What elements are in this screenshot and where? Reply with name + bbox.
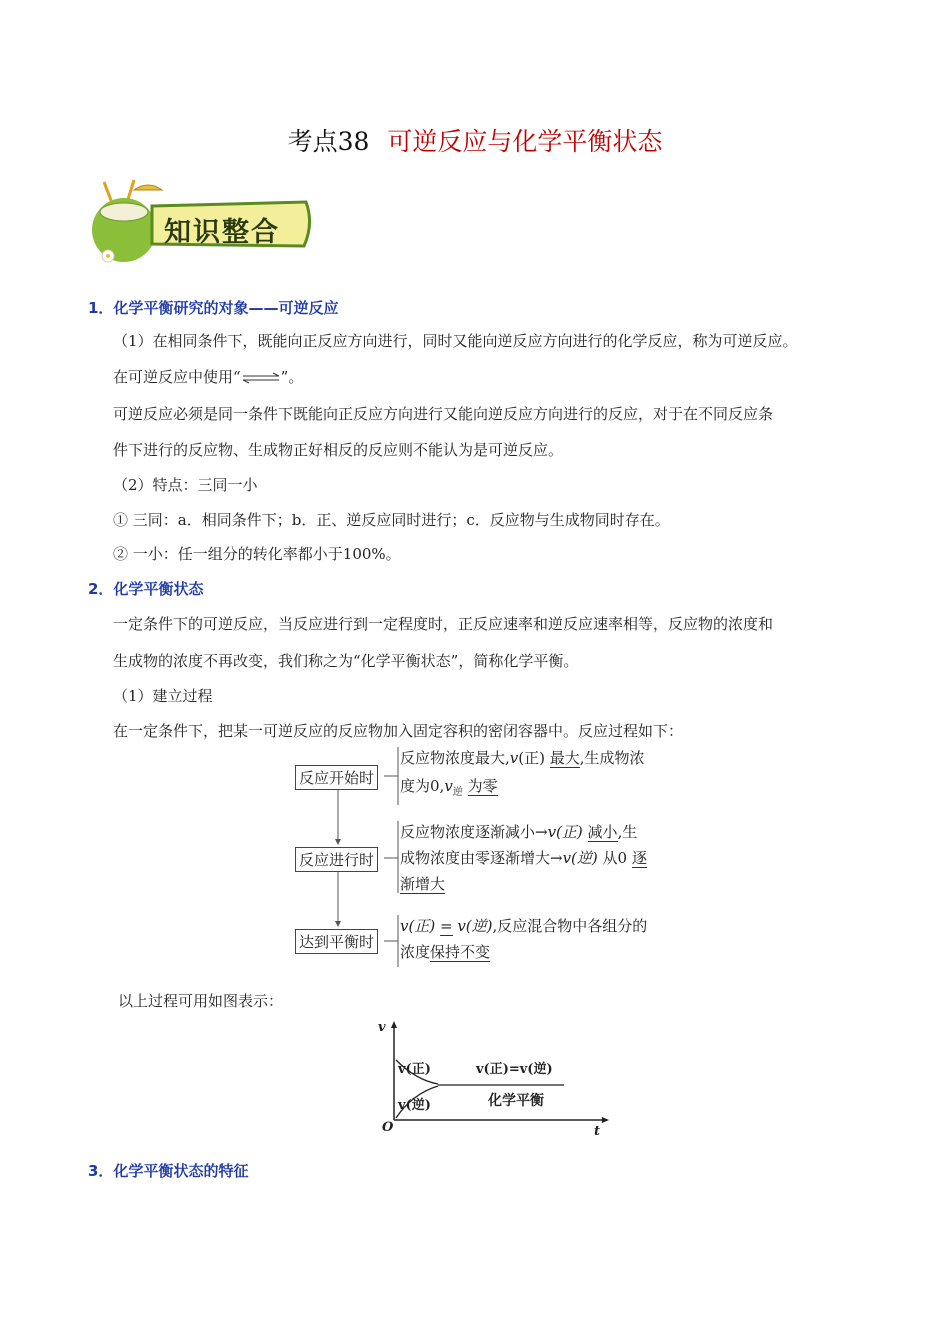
section-heading: 2．化学平衡状态 (88, 580, 204, 598)
paragraph: 以上过程可用如图表示： (118, 992, 284, 1010)
knowledge-badge (86, 178, 316, 268)
stage-start-desc-line1: 反应物浓度最大,v(正) 最大,生成物浓 (400, 749, 645, 767)
process-diagram (290, 745, 690, 975)
page-title (0, 122, 950, 158)
section-heading: 3．化学平衡状态的特征 (88, 1162, 249, 1180)
stage-equilibrium-desc-line1: v(正) = v(逆),反应混合物中各组分的 (400, 917, 648, 935)
stage-start: 反应开始时 (295, 765, 378, 790)
origin-label: O (382, 1120, 394, 1135)
stage-equilibrium: 达到平衡时 (295, 929, 378, 954)
paragraph: （1）建立过程 (113, 687, 213, 705)
graph-curves (372, 1020, 617, 1145)
stage-progress: 反应进行时 (295, 847, 378, 872)
paragraph: 在可逆反应中使用“ ”。 (113, 368, 304, 386)
section-heading: 1．化学平衡研究的对象——可逆反应 (88, 299, 339, 317)
paragraph: 可逆反应必须是同一条件下既能向正反应方向进行又能向逆反应方向进行的反应，对于在不同反应条 (113, 405, 774, 423)
paragraph: ② 一小：任一组分的转化率都小于100%。 (113, 545, 401, 563)
paragraph: ① 三同：a．相同条件下；b．正、逆反应同时进行；c．反应物与生成物同时存在。 (113, 511, 670, 529)
equal-rate-label: v(正)=v(逆) (476, 1062, 553, 1077)
reverse-rate-label: v(逆) (398, 1098, 431, 1113)
paragraph: （2）特点：三同一小 (113, 476, 258, 494)
equilibrium-label: 化学平衡 (488, 1093, 544, 1109)
title-prefix: 考点38 (287, 127, 370, 156)
title-main: 可逆反应与化学平衡状态 (387, 127, 663, 156)
stage-progress-desc-line2: 成物浓度由零逐渐增大→v(逆) 从0 逐 (400, 849, 647, 867)
velocity-time-graph (372, 1020, 617, 1145)
x-axis-label: t (594, 1124, 601, 1139)
paragraph: 在一定条件下，把某一可逆反应的反应物加入固定容积的密闭容器中。反应过程如下： (113, 722, 684, 740)
paragraph: 一定条件下的可逆反应，当反应进行到一定程度时，正反应速率和逆反应速率相等，反应物的浓度和 (113, 615, 774, 633)
paragraph: 件下进行的反应物、生成物正好相反的反应则不能认为是可逆反应。 (113, 441, 564, 459)
paragraph: 生成物的浓度不再改变，我们称之为“化学平衡状态”，简称化学平衡。 (113, 652, 579, 670)
reversible-arrow-icon (241, 372, 281, 384)
badge-label: 知识整合 (164, 217, 280, 248)
forward-rate-label: v(正) (398, 1062, 431, 1077)
stage-progress-desc-line1: 反应物浓度逐渐减小→v(正) 减小,生 (400, 823, 638, 841)
stage-equilibrium-desc-line2: 浓度保持不变 (400, 943, 491, 961)
y-axis-label: v (378, 1020, 386, 1035)
paragraph: （1）在相同条件下，既能向正反应方向进行，同时又能向逆反应方向进行的化学反应，称为可逆反应。 (113, 332, 798, 350)
stage-start-desc-line2: 度为$0,v_逆$ 为零 (400, 777, 498, 798)
stage-progress-desc-line3: 渐增大 (400, 875, 446, 893)
